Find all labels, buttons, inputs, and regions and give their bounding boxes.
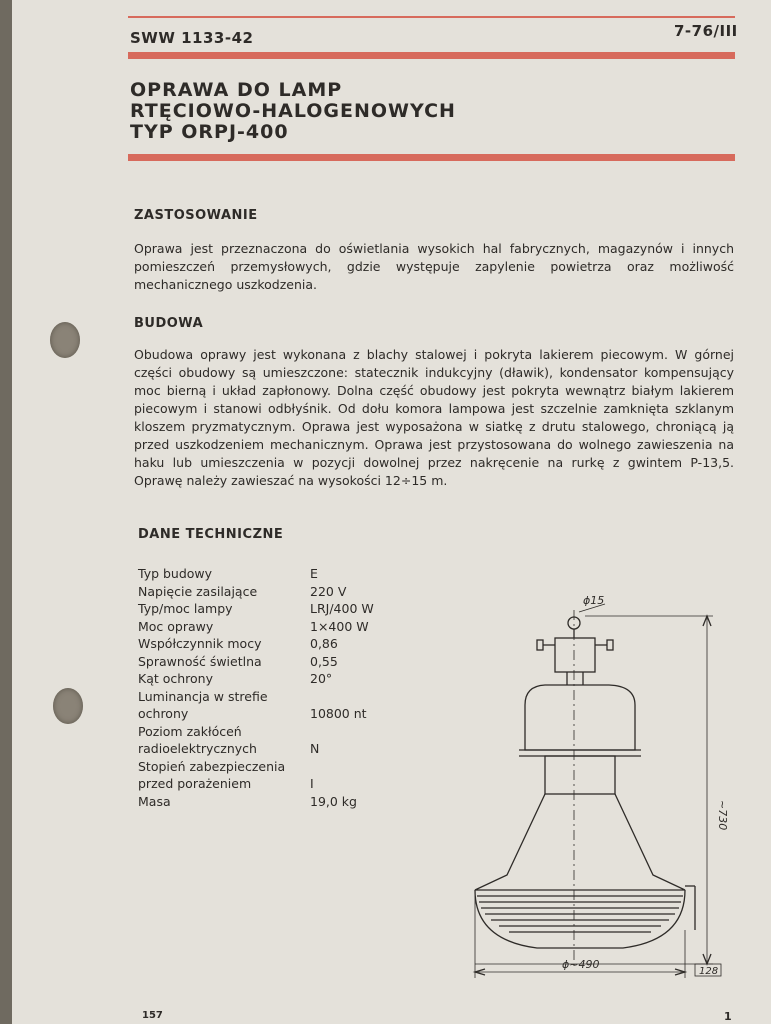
spec-value: N: [310, 741, 320, 756]
spec-label: Luminancja w strefie: [138, 688, 268, 704]
table-row: [138, 793, 374, 811]
heading-budowa: BUDOWA: [134, 316, 204, 331]
page-title: [130, 80, 456, 143]
protective-mesh: [475, 890, 685, 948]
spec-value: 19,0 kg: [310, 793, 357, 809]
table-row: [138, 723, 374, 741]
page-number-right: 1: [724, 1010, 732, 1023]
lamp-technical-drawing: [467, 590, 737, 985]
table-row: [138, 758, 374, 776]
table-row: [138, 670, 374, 688]
page-number-left: 157: [142, 1010, 163, 1021]
heading-zastosowanie: ZASTOSOWANIE: [134, 208, 258, 223]
paragraph-zastosowanie: Oprawa jest przeznaczona do oświetlania wysokich hal fabrycznych, magazynów i innych pomieszczeń przemysłowych, gdzie występuje zapylenie powietrza oraz możliwość mechanicznego uszkodzenia.: [134, 241, 734, 292]
spec-value: I: [310, 776, 314, 791]
spec-label: Kąt ochrony: [138, 671, 214, 686]
binder-hole-top: [50, 322, 80, 358]
heading-dane-techniczne: DANE TECHNICZNE: [138, 527, 284, 542]
title-line-1: OPRAWA DO LAMP: [130, 79, 343, 101]
spec-label: Sprawność świetlna: [138, 653, 262, 669]
spec-label: Współczynnik mocy: [138, 636, 262, 651]
spec-value: LRJ/400 W: [310, 601, 374, 616]
spec-label: przed porażeniem: [138, 776, 252, 791]
reflector-cone: [475, 794, 685, 890]
table-row: [138, 583, 374, 601]
dim-side-label: 128: [699, 966, 719, 977]
header-top-rule: [128, 16, 735, 18]
dim-diameter-label: ϕ~490: [562, 958, 600, 971]
spec-label: Moc oprawy: [138, 618, 214, 634]
spec-label: Napięcie zasilające: [138, 583, 258, 599]
binder-hole-bottom: [53, 688, 83, 724]
paragraph-budowa: Obudowa oprawy jest wykonana z blachy stalowej i pokryta lakierem piecowym. W górnej części obudowy są umieszczone: statecznik indukcyjny (dławik), kondensator kompensujący moc bierną i układ zapłonowy. Dolna część obudowy jest pokryta wewnątrz białym lakierem piecowym i stanowi odbłyśnik. Od dołu komora lampowa jest szczelnie zamknięta szklanym kloszem pryzmatycznym. Oprawa jest wyposażona w siatkę z drutu stalowego, chroniącą ją przed uszkodzeniem mechanicznym. Oprawa jest przystosowana do wolnego zawieszenia na haku lub umieszczenia w pozycji dowolnej przez nakręcenie na rurkę z gwintem P-13,5. Oprawę należy zawieszać na wysokości 12÷15 m.: [134, 347, 734, 488]
table-row: [138, 688, 374, 706]
spec-label: Typ/moc lampy: [138, 601, 233, 616]
spec-label: Stopień zabezpieczenia: [138, 758, 286, 774]
header-red-rule: [128, 52, 735, 59]
spec-value: 0,55: [310, 653, 338, 669]
table-row: [138, 775, 374, 793]
spec-label: Masa: [138, 793, 171, 809]
title-red-rule: [128, 154, 735, 161]
table-row: [138, 740, 374, 758]
table-row: [138, 565, 374, 583]
title-line-2: RTĘCIOWO-HALOGENOWYCH: [130, 100, 456, 122]
catalog-page: [12, 0, 771, 1024]
spec-label: radioelektrycznych: [138, 741, 257, 756]
spec-label: Poziom zakłóceń: [138, 723, 242, 739]
table-row: [138, 653, 374, 671]
dim-height-label: ~730: [716, 800, 729, 831]
spec-value: E: [310, 566, 318, 581]
title-line-3: TYP ORPJ-400: [130, 121, 289, 143]
housing-neck: [545, 756, 615, 794]
spec-value: 10800 nt: [310, 706, 367, 721]
spec-value: 20°: [310, 671, 333, 686]
table-row: [138, 705, 374, 723]
spec-value: 220 V: [310, 583, 347, 599]
lamp-drawing-svg: [467, 590, 737, 985]
table-row: [138, 635, 374, 653]
technical-data-table: [138, 565, 374, 810]
spec-value: 1×400 W: [310, 618, 369, 634]
upper-housing: [525, 685, 635, 750]
table-row: [138, 618, 374, 636]
dim-hook-label: ϕ15: [583, 594, 605, 607]
catalog-code: SWW 1133-42: [130, 29, 254, 47]
catalog-reference: 7-76/III: [674, 22, 738, 40]
spec-label: ochrony: [138, 706, 189, 721]
top-fitting: [555, 638, 595, 672]
spec-label: Typ budowy: [138, 566, 213, 581]
spec-value: 0,86: [310, 636, 338, 651]
table-row: [138, 600, 374, 618]
